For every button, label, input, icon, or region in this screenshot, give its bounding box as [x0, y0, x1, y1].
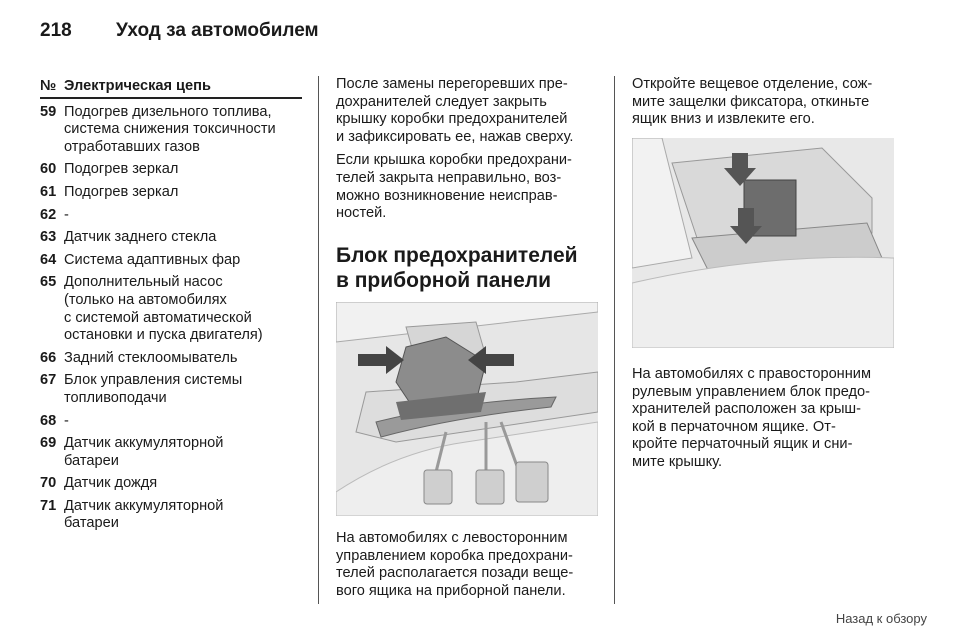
- right-column: [632, 76, 896, 135]
- table-body: [40, 104, 302, 533]
- fuse-number: 61: [40, 183, 57, 200]
- column-divider: [614, 76, 615, 604]
- table-row: [40, 229, 302, 247]
- paragraph-cover-warning: Если крышка коробки предохрани- телей закрыта неправильно, воз- можно возникновение неисправ- ностей.: [336, 152, 572, 222]
- fuse-number: 63: [40, 229, 57, 246]
- column-divider: [318, 76, 319, 604]
- paragraph-remove-glovebox: Откройте вещевое отделение, сож- мите защелки фиксатора, откиньте ящик вниз и извлеките его.: [632, 76, 873, 128]
- fuse-circuit: Задний стеклоомыватель: [64, 349, 238, 366]
- table-row: [40, 498, 302, 533]
- fuse-circuit: Блок управления системы топливоподачи: [64, 372, 243, 406]
- rhd-text-block: [632, 366, 896, 478]
- fuse-number: 62: [40, 206, 57, 223]
- header-circuit: Электрическая цепь: [64, 78, 211, 94]
- fuse-table: [40, 78, 302, 533]
- table-row: [40, 274, 302, 344]
- fuse-circuit: Датчик аккумуляторной батареи: [64, 435, 224, 469]
- table-row: [40, 475, 302, 493]
- fuse-number: 66: [40, 349, 57, 366]
- page-number: 218: [40, 20, 72, 41]
- table-row: [40, 350, 302, 368]
- table-row: [40, 104, 302, 157]
- fuse-circuit: Подогрев зеркал: [64, 183, 179, 200]
- lhd-caption: На автомобилях с левосторонним управлением коробка предохрани- телей располагается позади веще- вого ящика на приборной панели.: [336, 530, 574, 599]
- fuse-circuit: Датчик заднего стекла: [64, 229, 217, 246]
- fuse-circuit: Датчик дождя: [64, 475, 158, 492]
- fuse-circuit: Подогрев зеркал: [64, 161, 179, 178]
- table-row: [40, 372, 302, 407]
- fuse-number: 64: [40, 251, 57, 268]
- lhd-caption-block: [336, 530, 600, 606]
- fuse-circuit: -: [64, 206, 69, 223]
- table-row: [40, 184, 302, 202]
- page-title: Уход за автомобилем: [116, 20, 319, 41]
- fuse-circuit: Система адаптивных фар: [64, 251, 241, 268]
- fuse-circuit: -: [64, 412, 69, 429]
- fuse-number: 68: [40, 412, 57, 429]
- fuse-number: 69: [40, 435, 57, 452]
- fuse-number: 67: [40, 372, 57, 389]
- header-number: №: [40, 78, 57, 94]
- fuse-circuit: Дополнительный насос (только на автомобилях с системой автоматической остановки и пуска двигателя): [64, 274, 263, 344]
- glovebox-removal-illustration: [632, 138, 894, 348]
- paragraph-rhd-fusebox: На автомобилях с правосторонним рулевым управлением блок предо- хранителей расположен за крыш- кой в перчаточном ящике. От- кройте перчаточный ящик и сни- мите крышку.: [632, 366, 871, 470]
- table-row: [40, 161, 302, 179]
- fuse-circuit: Датчик аккумуляторной батареи: [64, 497, 224, 532]
- lhd-fusebox-illustration: [336, 302, 598, 516]
- fuse-number: 71: [40, 497, 57, 514]
- fuse-number: 59: [40, 103, 57, 120]
- middle-column: [336, 76, 598, 293]
- table-row: [40, 413, 302, 431]
- table-row: [40, 252, 302, 270]
- back-to-overview-link[interactable]: Назад к обзору: [835, 611, 927, 626]
- table-header: [40, 78, 302, 99]
- fuse-number: 70: [40, 475, 57, 492]
- table-row: [40, 435, 302, 470]
- fuse-number: 65: [40, 274, 57, 291]
- section-heading: Блок предохранителей в приборной панели: [336, 243, 578, 292]
- fuse-circuit: Подогрев дизельного топлива, система снижения токсичности отработавших газов: [64, 103, 276, 155]
- fuse-number: 60: [40, 161, 57, 178]
- paragraph-replace-fuses: После замены перегоревших пре- дохранителей следует закрыть крышку коробки предохранителей и зафиксировать ее, нажав сверху.: [336, 76, 574, 145]
- table-row: [40, 207, 302, 225]
